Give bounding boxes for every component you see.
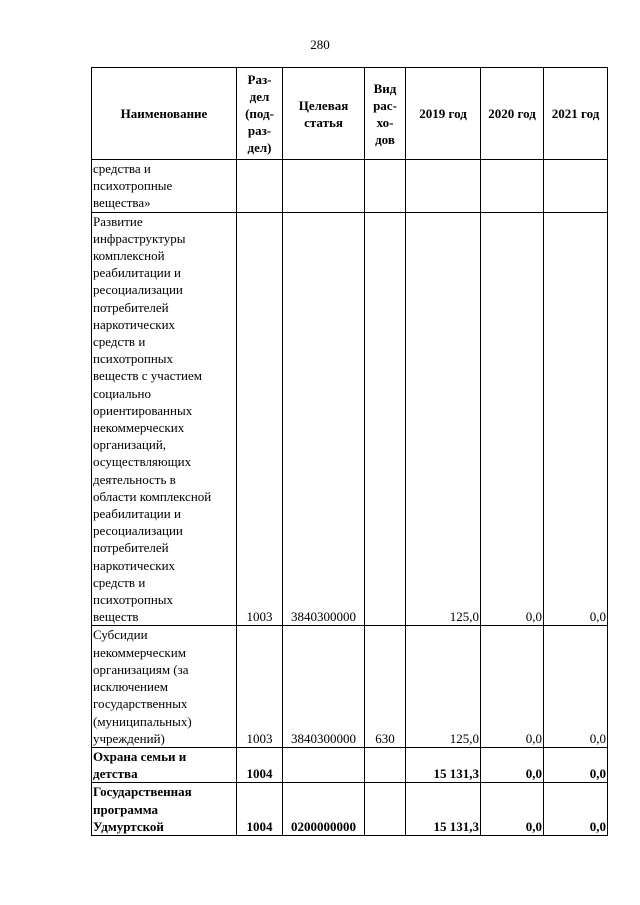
- row-target: [283, 747, 365, 782]
- row-expense: [365, 783, 406, 836]
- row-2021: 0,0: [544, 212, 608, 626]
- header-target: Целевая статья: [283, 68, 365, 160]
- row-expense: [365, 160, 406, 213]
- row-section: [237, 160, 283, 213]
- row-2020: 0,0: [481, 747, 544, 782]
- row-2019: 125,0: [406, 212, 481, 626]
- row-2021: [544, 160, 608, 213]
- row-name: Субсидии некоммерческим организациям (за исключением государственных (муниципальных) учреждений): [92, 626, 237, 747]
- header-name: Наименование: [92, 68, 237, 160]
- row-target: [283, 160, 365, 213]
- header-2020: 2020 год: [481, 68, 544, 160]
- row-name: Государственная программа Удмуртской: [92, 783, 237, 836]
- row-2019: [406, 160, 481, 213]
- row-2021: 0,0: [544, 626, 608, 747]
- header-2019: 2019 год: [406, 68, 481, 160]
- row-expense: 630: [365, 626, 406, 747]
- row-expense: [365, 212, 406, 626]
- table-row: [92, 626, 608, 747]
- row-2020: 0,0: [481, 626, 544, 747]
- table-row: [92, 160, 608, 213]
- header-2021: 2021 год: [544, 68, 608, 160]
- row-2019: 15 131,3: [406, 747, 481, 782]
- row-section: 1003: [237, 212, 283, 626]
- row-section: 1004: [237, 747, 283, 782]
- row-expense: [365, 747, 406, 782]
- header-expense: Вид рас- хо- дов: [365, 68, 406, 160]
- row-2021: 0,0: [544, 783, 608, 836]
- row-target: 3840300000: [283, 212, 365, 626]
- row-name: Развитие инфраструктуры комплексной реабилитации и ресоциализации потребителей наркотических средств и психотропных веществ с участием социально ориентированных некоммерческих организаций, осуществляющих деятельность в области комплексной реабилитации и ресоциализации потребителей наркотических средств и психотропных веществ: [92, 212, 237, 626]
- row-section: 1003: [237, 626, 283, 747]
- row-2021: 0,0: [544, 747, 608, 782]
- row-target: 0200000000: [283, 783, 365, 836]
- table-row: [92, 747, 608, 782]
- table-row: [92, 212, 608, 626]
- row-2020: 0,0: [481, 212, 544, 626]
- row-section: 1004: [237, 783, 283, 836]
- page-number: 280: [310, 37, 330, 52]
- table-row: [92, 783, 608, 836]
- row-2020: [481, 160, 544, 213]
- row-name: Охрана семьи и детства: [92, 747, 237, 782]
- budget-table: [91, 67, 608, 836]
- header-section: Раз- дел (под- раз- дел): [237, 68, 283, 160]
- row-2019: 125,0: [406, 626, 481, 747]
- row-target: 3840300000: [283, 626, 365, 747]
- row-name: средства и психотропные вещества»: [92, 160, 237, 213]
- row-2020: 0,0: [481, 783, 544, 836]
- header-row: [92, 68, 608, 160]
- row-2019: 15 131,3: [406, 783, 481, 836]
